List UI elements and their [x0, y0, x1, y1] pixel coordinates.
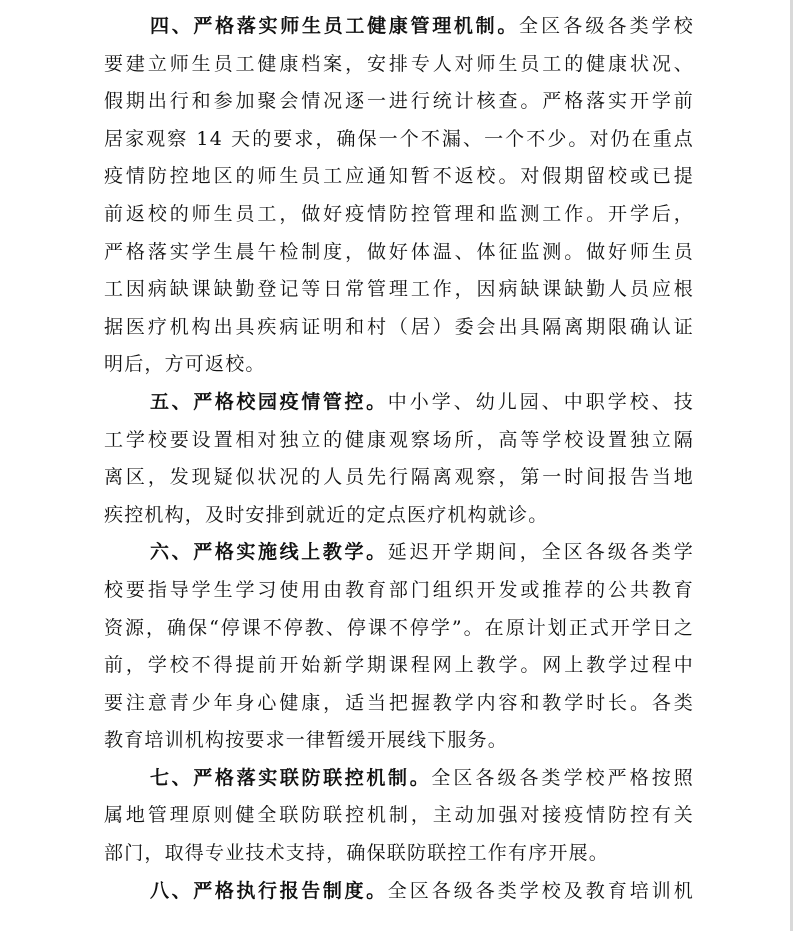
text-line: 严格落实学生晨午检制度，做好体温、体征监测。做好师生员	[104, 240, 694, 263]
text-line: 属地管理原则健全联防联控机制，主动加强对接疫情防控有关	[104, 804, 694, 827]
text-line: 校要指导学生学习使用由教育部门组织开发或推荐的公共教育	[104, 578, 694, 601]
text-line: 要注意青少年身心健康，适当把握教学内容和教学时长。各类	[104, 691, 694, 714]
text-line: 五、严格校园疫情管控。中小学、幼儿园、中职学校、技	[150, 390, 694, 413]
text-line: 假期出行和参加聚会情况逐一进行统计核查。严格落实开学前	[104, 90, 694, 113]
text-line: 离区，发现疑似状况的人员先行隔离观察，第一时间报告当地	[104, 466, 694, 489]
text-line: 前，学校不得提前开始新学期课程网上教学。网上教学过程中	[104, 654, 694, 677]
paragraph-health-management	[104, 8, 694, 384]
paragraph-online-teaching	[104, 534, 694, 760]
paragraph-joint-control	[104, 760, 694, 873]
paragraph-heading: 五、严格校园疫情管控。	[150, 390, 388, 413]
text-line: 八、严格执行报告制度。全区各级各类学校及教育培训机	[150, 879, 694, 902]
paragraph-heading: 四、严格落实师生员工健康管理机制。	[150, 15, 520, 37]
paragraph-heading: 八、严格执行报告制度。	[150, 879, 388, 902]
text-line: 疾控机构，及时安排到就近的定点医疗机构就诊。	[104, 503, 549, 526]
text-line: 据医疗机构出具疾病证明和村（居）委会出具隔离期限确认证	[104, 315, 694, 338]
text-line: 工学校要设置相对独立的健康观察场所，高等学校设置独立隔	[104, 428, 694, 451]
paragraph-heading: 七、严格落实联防联控机制。	[150, 766, 432, 789]
text-line: 七、严格落实联防联控机制。全区各级各类学校严格按照	[150, 766, 694, 789]
text-line: 资源，确保“停课不停教、停课不停学”。在原计划正式开学日之	[104, 616, 694, 639]
paragraph-reporting-system	[104, 873, 694, 911]
paragraph-heading: 六、严格实施线上教学。	[150, 541, 388, 564]
text-line: 部门，取得专业技术支持，确保联防联控工作有序开展。	[104, 842, 610, 865]
text-line: 前返校的师生员工，做好疫情防控管理和监测工作。开学后，	[104, 202, 694, 225]
text-line: 疫情防控地区的师生员工应通知暂不返校。对假期留校或已提	[104, 165, 694, 188]
text-line: 明后，方可返校。	[104, 353, 266, 376]
text-line: 四、严格落实师生员工健康管理机制。全区各级各类学校	[150, 15, 694, 37]
paragraph-campus-control	[104, 384, 694, 534]
text-line: 六、严格实施线上教学。延迟开学期间，全区各级各类学	[150, 541, 694, 564]
text-line: 要建立师生员工健康档案，安排专人对师生员工的健康状况、	[104, 52, 694, 75]
text-line: 教育培训机构按要求一律暂缓开展线下服务。	[104, 729, 509, 752]
text-line: 居家观察 14 天的要求，确保一个不漏、一个不少。对仍在重点	[104, 127, 694, 150]
text-line: 工因病缺课缺勤登记等日常管理工作，因病缺课缺勤人员应根	[104, 278, 694, 301]
document-body	[104, 8, 694, 910]
